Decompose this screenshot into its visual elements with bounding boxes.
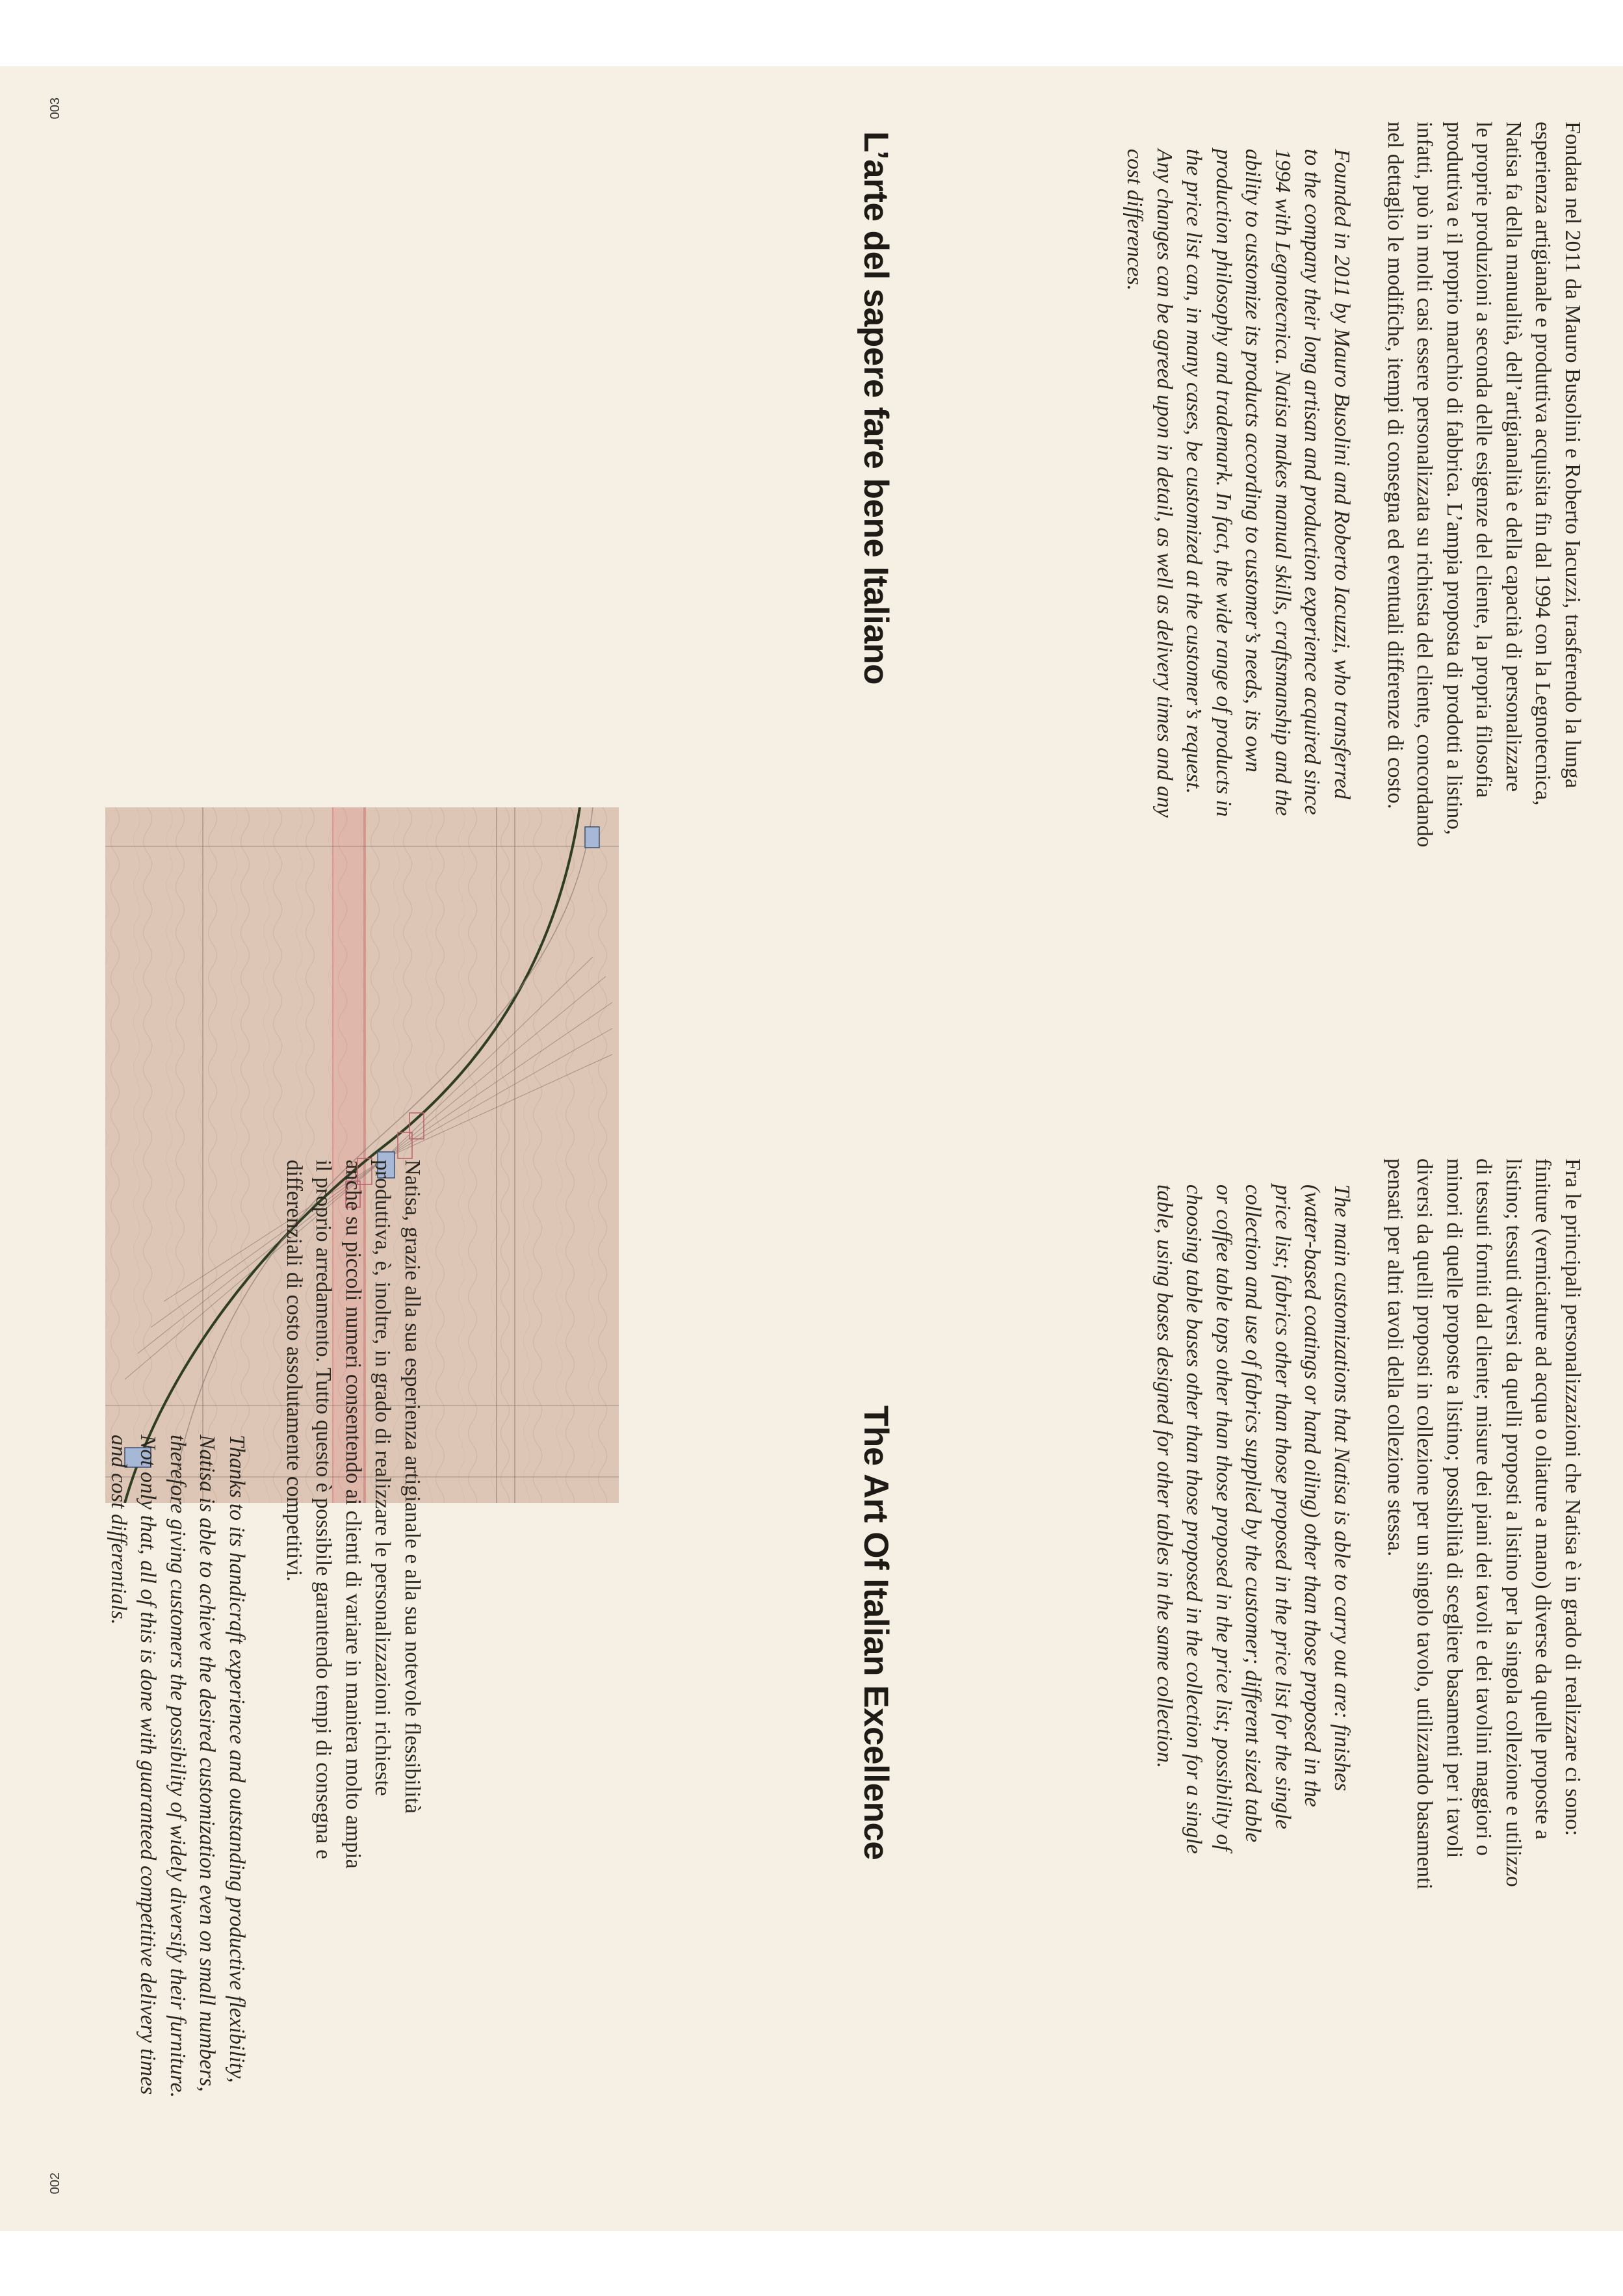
left-italian-paragraph: Fondata nel 2011 da Mauro Busolini e Roberto Iacuzzi, trasferendo la lunga esperienza artigianale e produttiva acquisita fin dal 1994 con la Legnotecnica, Natisa fa della manualità, dell’artigianalità e della capacità di personalizzare le proprie produzioni a seconda delle esigenze del cliente, la propria filosofia produttiva e il proprio marchio di fabbrica. L’ampia proposta di prodotti a listino, infatti, può in molti casi essere personalizzata su richiesta del cliente, concordando nel dettaglio le modifiche, itempi di consegna ed eventuali differenze di costo. xyxy=(1383,122,1585,848)
left-page-number: 002 xyxy=(48,2172,62,2195)
rotated-content xyxy=(0,66,1623,2231)
right-page-title: The Art Of Italian Excellence xyxy=(857,1405,895,1860)
right-page-number: 003 xyxy=(48,98,62,120)
right-italian-paragraph-2: Natisa, grazie alla sua esperienza artigianale e alla sua notevole flessibilità produttiva, è, inoltre, in grado di realizzare le personalizzazioni richieste anche su piccoli numeri consentendo ai clienti di variare in maniera molto ampia il proprio arredamento. Tutto questo è possibile garantendo tempi di consegna e differenziali di costo assolutamente competitivi. xyxy=(282,1160,424,1869)
brochure-spread xyxy=(0,66,1623,2231)
right-english-paragraph-2: Thanks to its handicraft experience and outstanding productive flexibility, Natisa is able to achieve the desired customization even on small numbers, therefore giving customers the possibility of widely diversify their furniture. Not only that, all of this is done with guaranteed competitive delivery times and cost differentials. xyxy=(107,1435,249,2098)
left-page-title: L’arte del sapere fare bene Italiano xyxy=(857,131,895,685)
left-english-paragraph: Founded in 2011 by Mauro Busolini and Roberto Iacuzzi, who transferred to the company their long artisan and production experience acquired since 1994 with Legnotecnica. Natisa makes manual skills, craftsmanship and the ability to customize its products according to customer’s needs, its own production philosophy and trademark. In fact, the wide range of products in the price list can, in many cases, be customized at the customer’s request. Any changes can be agreed upon in detail, as well as delivery times and any cost differences. xyxy=(1123,149,1354,818)
right-english-paragraph-1: The main customizations that Natisa is able to carry out are: finishes (water-based coatings or hand oiling) other than those proposed in the price list; fabrics other than those proposed in the price list for the single collection and use of fabrics supplied by the customer; different sized table or coffee table tops other than those proposed in the price list; possibility of choosing table bases other than those proposed in the collection for a single table, using bases designed for other tables in the same collection. xyxy=(1152,1184,1354,1854)
right-italian-paragraph-1: Fra le principali personalizzazioni che Natisa è in grado di realizzare ci sono: finiture (verniciature ad acqua o oliature a mano) diverse da quelle proposte a listino; tessuti diversi da quelli proposti a listino per la singola collezione e utilizzo di tessuti forniti dal cliente; misure dei piani dei tavoli e dei tavolini maggiori o minori di quelle proposte a listino; possibilità di scegliere basamenti per i tavoli diversi da quelli proposti in collezione per un singolo tavolo, utilizzando basamenti pensati per altri tavoli della collezione stessa. xyxy=(1383,1158,1585,1890)
